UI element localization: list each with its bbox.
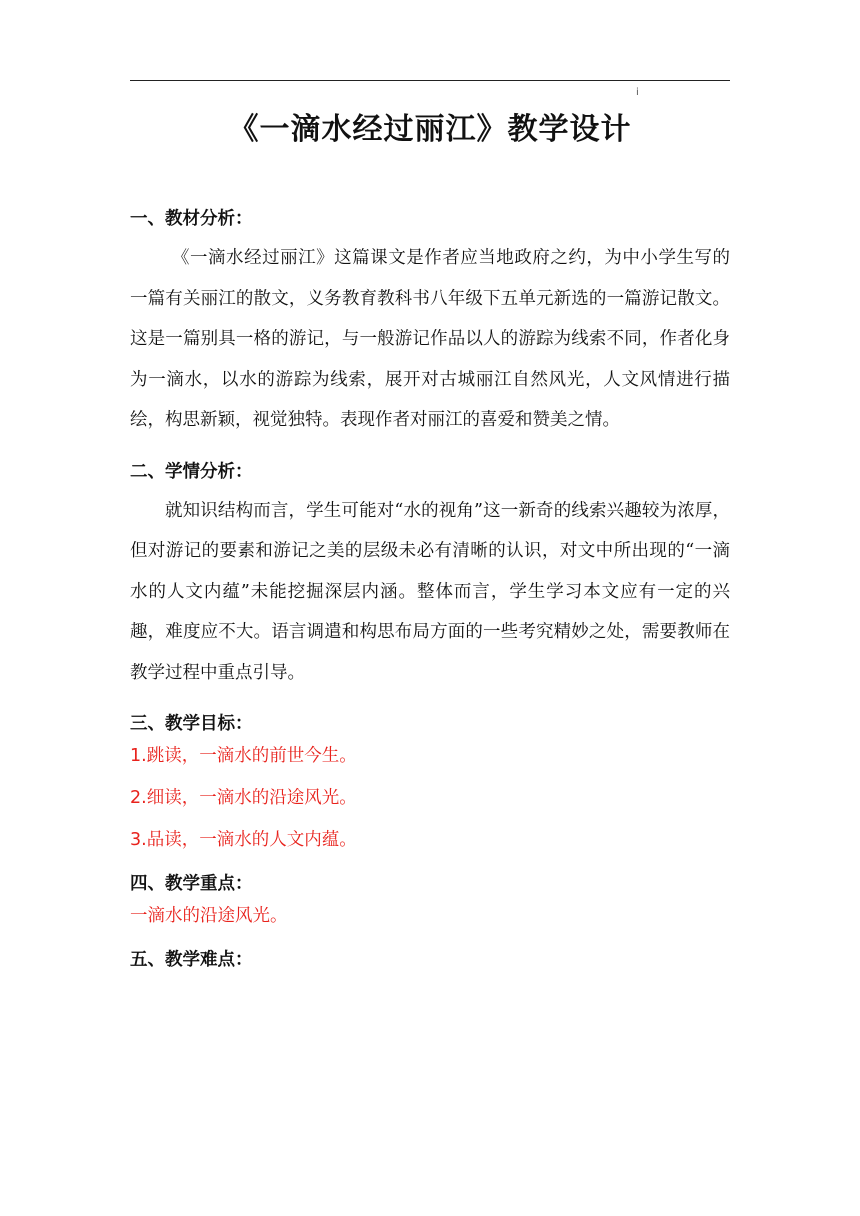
header-mark: i — [636, 87, 639, 98]
document-body — [130, 190, 730, 979]
section-heading-goals: 三、教学目标： — [130, 714, 253, 734]
section-paragraph-students: 就知识结构而言，学生可能对“水的视角”这一新奇的线索兴趣较为浓厚，但对游记的要素和游记之美的层级未必有清晰的认识，对文中所出现的“一滴水的人文内蕴”未能挖掘深层内涵。整体而言，学生学习本文应有一定的兴趣，难度应不大。语言调遣和构思布局方面的一些考究精妙之处，需要教师在教学过程中重点引导。 — [130, 500, 730, 683]
section-heading-materials: 一、教材分析： — [130, 209, 253, 229]
section-paragraph-materials: 《一滴水经过丽江》这篇课文是作者应当地政府之约，为中小学生写的一篇有关丽江的散文，义务教育教科书八年级下五单元新选的一篇游记散文。这是一篇别具一格的游记，与一般游记作品以人的游踪为线索不同，作者化身为一滴水，以水的游踪为线索，展开对古城丽江自然风光，人文风情进行描绘，构思新颖，视觉独特。表现作者对丽江的喜爱和赞美之情。 — [130, 248, 730, 430]
section-heading-difficulty: 五、教学难点： — [130, 950, 253, 970]
section-heading-students: 二、学情分析： — [130, 461, 253, 482]
header-rule — [130, 80, 730, 81]
document-title: 《一滴水经过丽江》教学设计 — [228, 112, 632, 147]
goal-item: 3.品读，一滴水的人文内蕴。 — [130, 830, 357, 850]
section-heading-focus: 四、教学重点： — [130, 874, 253, 894]
focus-text: 一滴水的沿途风光。 — [130, 906, 288, 926]
goal-item: 2.细读，一滴水的沿途风光。 — [130, 788, 357, 808]
goal-item: 1.跳读，一滴水的前世今生。 — [130, 746, 357, 766]
